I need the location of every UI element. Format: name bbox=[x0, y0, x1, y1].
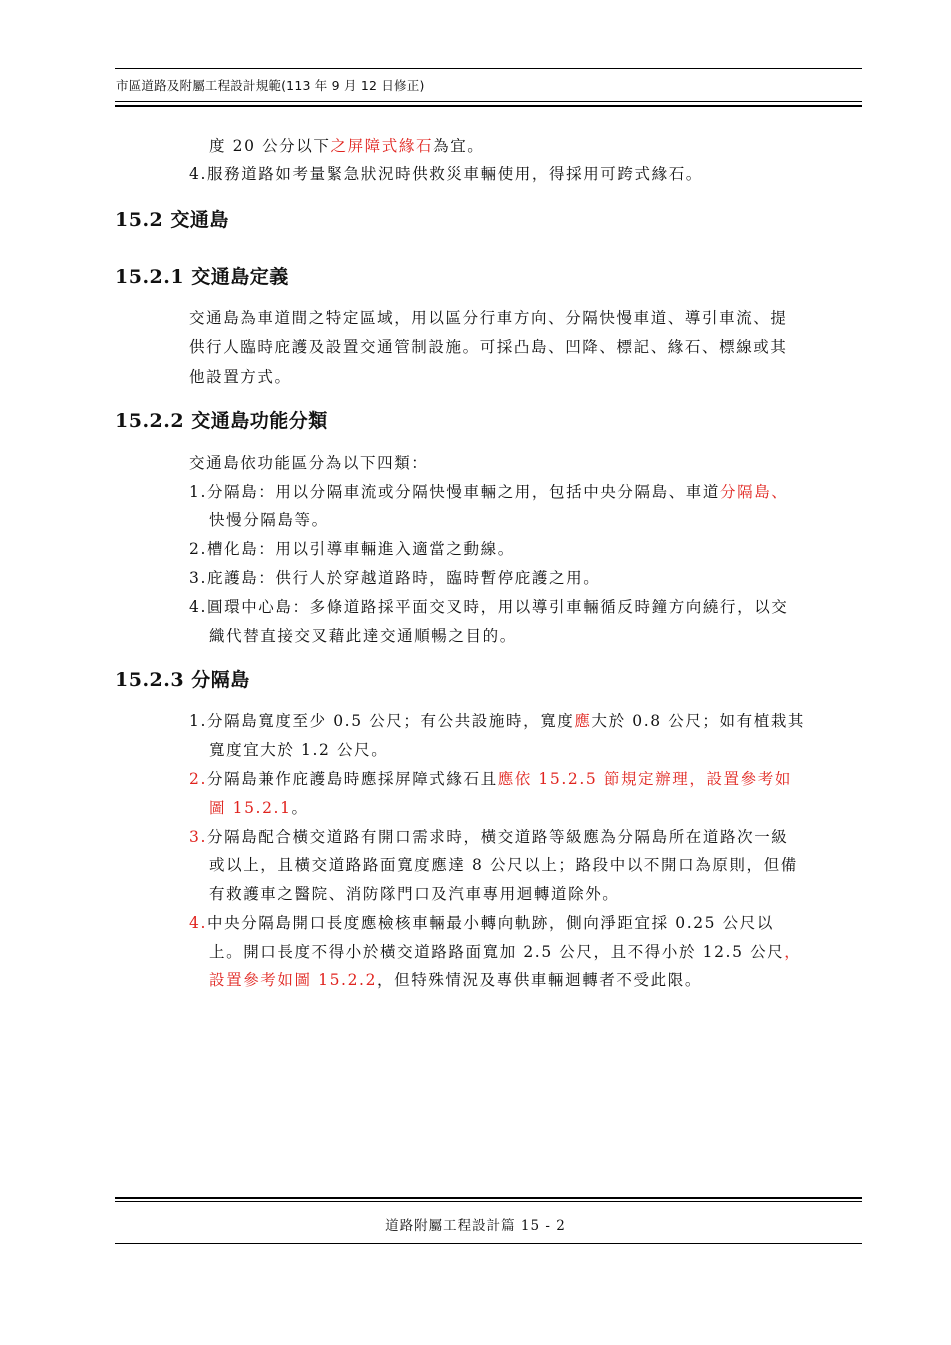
list-item-text: 中央分隔島開口長度應檢核車輛最小轉向軌跡，側向淨距宜採 0.25 公尺以 bbox=[207, 914, 774, 932]
heading-15-2-1: 15.2.1 交通島定義 bbox=[115, 266, 289, 288]
list-item-text: 1.分隔島：用以分隔車流或分隔快慢車輛之用，包括中央分隔島、車道 bbox=[189, 483, 720, 501]
list-item-continuation bbox=[209, 968, 702, 990]
header-rule-thin bbox=[115, 101, 862, 102]
list-item-red-text: 應依 15.2.5 節規定辦理，設置參考如 bbox=[497, 770, 792, 788]
list-item-text-end: 。 bbox=[291, 799, 309, 817]
list-item-continuation: 有救護車之醫院、消防隊門口及汽車專用迴轉道除外。 bbox=[209, 885, 620, 903]
list-item bbox=[189, 911, 774, 933]
list-item-text: 上。開口長度不得小於橫交道路路面寬加 2.5 公尺，且不得小於 12.5 公尺 bbox=[209, 943, 785, 961]
list-item-continuation: 或以上，且橫交道路路面寬度應達 8 公尺以上；路段中以不開口為原則，但備 bbox=[209, 856, 798, 874]
list-item bbox=[189, 825, 788, 847]
intro-text: 度 20 公分以下 bbox=[209, 137, 331, 155]
list-item-continuation: 寬度宜大於 1.2 公尺。 bbox=[209, 741, 389, 759]
list-item-continuation bbox=[209, 940, 801, 962]
page-footer: 道路附屬工程設計篇 15 - 2 bbox=[385, 1218, 566, 1234]
list-item-number: 3. bbox=[189, 828, 207, 846]
footer-rule-bottom bbox=[115, 1243, 862, 1244]
list-item-text-end: 大於 0.8 公尺；如有植栽其 bbox=[591, 712, 806, 730]
list-item-number: 2. bbox=[189, 770, 207, 788]
paragraph-line: 他設置方式。 bbox=[189, 368, 292, 386]
paragraph-line: 供行人臨時庇護及設置交通管制設施。可採凸島、凹降、標記、緣石、標線或其 bbox=[189, 338, 788, 356]
list-item-continuation bbox=[209, 796, 309, 818]
list-item-number: 4. bbox=[189, 914, 207, 932]
header-rule-thick bbox=[115, 105, 862, 107]
paragraph-line: 交通島為車道間之特定區域，用以區分行車方向、分隔快慢車道、導引車流、提 bbox=[189, 309, 788, 327]
figure-reference: 圖 15.2.1 bbox=[209, 799, 292, 817]
list-item-text: 分隔島配合橫交道路有開口需求時，橫交道路等級應為分隔島所在道路次一級 bbox=[207, 828, 789, 846]
intro-text-end: 為宜。 bbox=[433, 137, 485, 155]
list-item-continuation: 快慢分隔島等。 bbox=[209, 511, 329, 529]
running-header: 市區道路及附屬工程設計規範(113 年 9 月 12 日修正) bbox=[116, 78, 425, 93]
intro-line-2: 4.服務道路如考量緊急狀況時供救災車輛使用，得採用可跨式緣石。 bbox=[189, 165, 703, 183]
heading-15-2-2: 15.2.2 交通島功能分類 bbox=[115, 410, 328, 432]
intro-line-1 bbox=[209, 134, 484, 156]
list-item bbox=[189, 767, 792, 789]
heading-15-2-3: 15.2.3 分隔島 bbox=[115, 669, 250, 691]
list-item-red-text: 分隔島、 bbox=[720, 483, 789, 501]
footer-rule-thin bbox=[115, 1201, 862, 1202]
intro-red-text: 之屏障式緣石 bbox=[330, 137, 434, 155]
list-item-text: 1.分隔島寬度至少 0.5 公尺；有公共設施時，寬度 bbox=[189, 712, 575, 730]
list-item-continuation: 織代替直接交叉藉此達交通順暢之目的。 bbox=[209, 627, 517, 645]
list-item: 4.圓環中心島：多條道路採平面交叉時，用以導引車輛循反時鐘方向繞行，以交 bbox=[189, 598, 789, 616]
classification-intro: 交通島依功能區分為以下四類： bbox=[189, 454, 429, 472]
heading-15-2: 15.2 交通島 bbox=[115, 209, 229, 231]
list-item: 3.庇護島：供行人於穿越道路時，臨時暫停庇護之用。 bbox=[189, 569, 601, 587]
list-item bbox=[189, 480, 788, 502]
list-item bbox=[189, 709, 805, 731]
header-rule-top bbox=[115, 68, 862, 69]
list-item-red-text: ， bbox=[784, 943, 802, 961]
list-item: 2.槽化島：用以引導車輛進入適當之動線。 bbox=[189, 540, 515, 558]
list-item-red-text: 應 bbox=[574, 712, 592, 730]
list-item-text: 分隔島兼作庇護島時應採屏障式緣石且 bbox=[207, 770, 498, 788]
list-item-text-end: ，但特殊情況及專供車輛迴轉者不受此限。 bbox=[377, 971, 702, 989]
figure-reference: 設置參考如圖 15.2.2 bbox=[209, 971, 378, 989]
footer-rule-thick bbox=[115, 1197, 862, 1199]
